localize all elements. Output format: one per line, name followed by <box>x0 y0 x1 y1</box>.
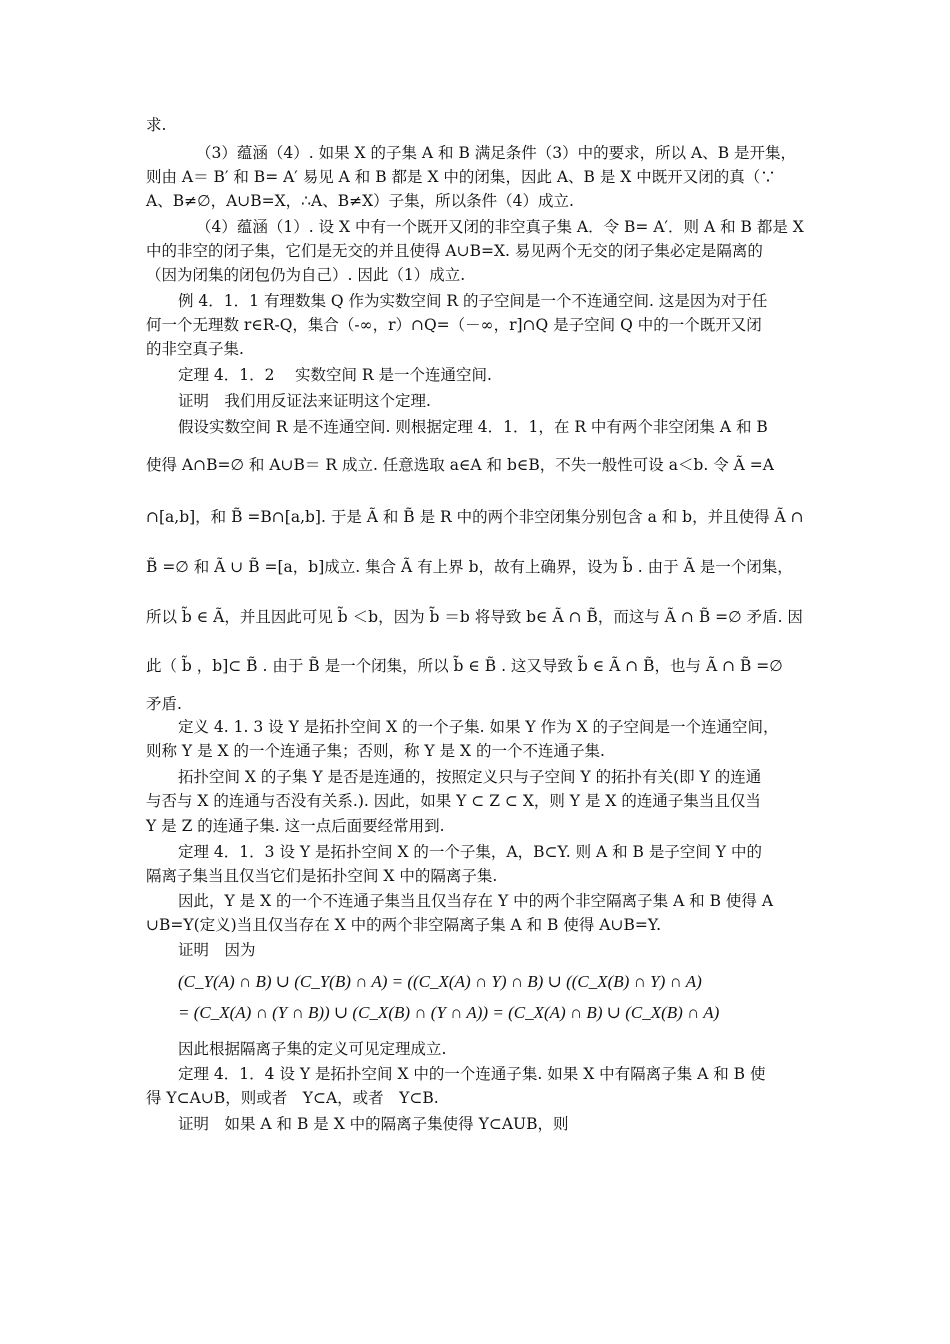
text-line: Y 是 Z 的连通子集. 这一点后面要经常用到. <box>146 817 445 835</box>
text-line: ∪B=Y(定义)当且仅当存在 X 中的两个非空隔离子集 A 和 B 使得 A∪B=Y. <box>146 916 662 934</box>
text-line: （3）蕴涵（4）. 如果 X 的子集 A 和 B 满足条件（3）中的要求，所以 A、B 是开集， <box>196 144 797 162</box>
text-line: 定理 4．1．3 设 Y 是拓扑空间 X 的一个子集，A，B⊂Y. 则 A 和 B 是子空间 Y 中的 <box>178 843 762 861</box>
text-line: 何一个无理数 r∈R-Q，集合（-∞，r）∩Q=（－∞，r]∩Q 是子空间 Q 中的一个既开又闭 <box>146 316 762 334</box>
text-line: 与否与 X 的连通与否没有关系.). 因此，如果 Y ⊂ Z ⊂ X，则 Y 是 X 的连通子集当且仅当 <box>146 792 761 810</box>
text-line: ∩[a,b]，和 B̃ =B∩[a,b]. 于是 Ã 和 B̃ 是 R 中的两个非空闭集分别包含 a 和 b，并且使得 Ã ∩ <box>146 508 804 526</box>
text-line: 证明 因为 <box>178 941 256 959</box>
text-line: 则由 A＝ B′ 和 B= A′ 易见 A 和 B 都是 X 中的闭集，因此 A、B 是 X 中既开又闭的真（∵ <box>146 168 776 186</box>
text-line: 定义 4. 1. 3 设 Y 是拓扑空间 X 的一个子集. 如果 Y 作为 X 的子空间是一个连通空间， <box>178 718 779 736</box>
text-line: 所以 b̃ ∈ Ã，并且因此可见 b̃ ＜b，因为 b̃ ＝b 将导致 b∈ Ã ∩ B̃，而这与 Ã ∩ B̃ =∅ 矛盾. 因 <box>146 608 803 626</box>
text-line: B̃ =∅ 和 Ã ∪ B̃ =[a，b]成立. 集合 Ã 有上界 b，故有上确界，设为 b̃ . 由于 Ã 是一个闭集， <box>146 558 793 576</box>
text-line: （因为闭集的闭包仍为自己）. 因此（1）成立. <box>146 266 466 284</box>
text-line: A、B≠∅，A∪B=X，∴A、B≠X）子集，所以条件（4）成立. <box>146 192 574 210</box>
equation-line: (C_Y(A) ∩ B) ∪ (C_Y(B) ∩ A) = ((C_X(A) ∩ Y) ∩ B) ∪ ((C_X(B) ∩ Y) ∩ A) <box>178 972 702 991</box>
text-line: 例 4．1．1 有理数集 Q 作为实数空间 R 的子空间是一个不连通空间. 这是因为对于任 <box>178 292 768 310</box>
text-line: 则称 Y 是 X 的一个连通子集；否则，称 Y 是 X 的一个不连通子集. <box>146 742 605 760</box>
text-line: （4）蕴涵（1）. 设 X 中有一个既开又闭的非空真子集 A．令 B= A′．则 A 和 B 都是 X <box>196 218 804 236</box>
equation-line: = (C_X(A) ∩ (Y ∩ B)) ∪ (C_X(B) ∩ (Y ∩ A)) = (C_X(A) ∩ B) ∪ (C_X(B) ∩ A) <box>178 1003 720 1022</box>
text-line: 的非空真子集. <box>146 340 244 358</box>
text-line: 定理 4．1．4 设 Y 是拓扑空间 X 中的一个连通子集. 如果 X 中有隔离子集 A 和 B 使 <box>178 1065 766 1083</box>
text-line: 得 Y⊂A∪B，则或者 Y⊂A，或者 Y⊂B. <box>146 1089 439 1107</box>
text-line: 矛盾. <box>146 695 182 713</box>
text-line: 中的非空的闭子集，它们是无交的并且使得 A∪B=X. 易见两个无交的闭子集必定是隔离的 <box>146 242 763 260</box>
text-line: 此（ b̃ ，b]⊂ B̃ . 由于 B̃ 是一个闭集，所以 b̃ ∈ B̃ . 这又导致 b̃ ∈ Ã ∩ B̃，也与 Ã ∩ B̃ =∅ <box>146 657 783 675</box>
text-line: 因此，Y 是 X 的一个不连通子集当且仅当存在 Y 中的两个非空隔离子集 A 和 B 使得 A <box>178 892 774 910</box>
text-line: 定理 4．1．2 实数空间 R 是一个连通空间. <box>178 366 492 384</box>
text-line: 证明 如果 A 和 B 是 X 中的隔离子集使得 Y⊂AUB，则 <box>178 1115 569 1133</box>
text-line: 假设实数空间 R 是不连通空间. 则根据定理 4．1．1，在 R 中有两个非空闭集 A 和 B <box>178 418 768 436</box>
text-line: 使得 A∩B=∅ 和 A∪B＝ R 成立. 任意选取 a∈A 和 b∈B，不失一般性可设 a＜b. 令 Ã =A <box>146 456 774 474</box>
text-line: 因此根据隔离子集的定义可见定理成立. <box>178 1040 447 1058</box>
text-line: 拓扑空间 X 的子集 Y 是否是连通的，按照定义只与子空间 Y 的拓扑有关(即 Y 的连通 <box>178 768 762 786</box>
text-line: 求. <box>146 116 167 134</box>
text-line: 隔离子集当且仅当它们是拓扑空间 X 中的隔离子集. <box>146 867 498 885</box>
text-line: 证明 我们用反证法来证明这个定理. <box>178 392 431 410</box>
